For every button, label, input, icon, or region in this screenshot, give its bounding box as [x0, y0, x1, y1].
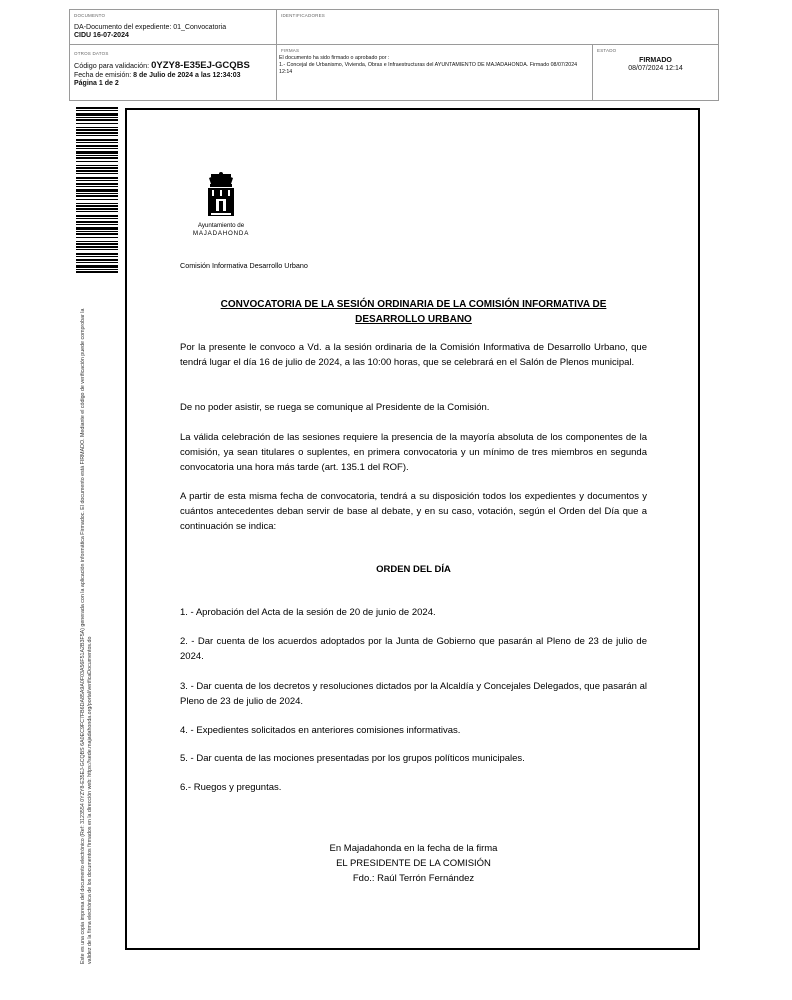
logo-line1: Ayuntamiento de — [197, 222, 245, 229]
order-heading: ORDEN DEL DÍA — [376, 564, 451, 575]
paragraph-quorum: La válida celebración de las sesiones requiere la presencia de la mayoría absoluta de los componentes de la comisión, ya sean titulares o suplentes, en primera convocatoria y un mínimo de tres miembros en segunda convocatoria una hora más tarde (art. 135.1 del ROF). — [180, 432, 647, 473]
signature-place: En Majadahonda en la fecha de la firma — [329, 843, 498, 854]
document-frame — [125, 108, 700, 950]
estado-value: FIRMADO — [639, 57, 672, 64]
barcode-stripe — [76, 273, 118, 275]
pagina: Página 1 de 2 — [74, 80, 119, 87]
signature-role: EL PRESIDENTE DE LA COMISIÓN — [336, 858, 491, 869]
fecha-value: 8 de Julio de 2024 a las 12:34:03 — [133, 72, 241, 79]
paragraph-asistencia: De no poder asistir, se ruega se comunique al Presidente de la Comisión. — [180, 402, 490, 413]
estado-label: ESTADO — [597, 48, 617, 53]
order-item-4: 4. - Expedientes solicitados en anteriores comisiones informativas. — [180, 725, 461, 736]
estado-date: 08/07/2024 12:14 — [628, 65, 683, 72]
codigo-validacion — [74, 62, 250, 70]
identificadores-cell — [276, 10, 718, 44]
header-top-row — [69, 9, 719, 45]
order-item-5: 5. - Dar cuenta de las mociones presentadas por los grupos políticos municipales. — [180, 753, 525, 764]
paragraph-convocatoria: Por la presente le convoco a Vd. a la sesión ordinaria de la Comisión Informativa de Desarrollo Urbano, que tendrá lugar el día 16 de julio de 2024, a las 10:00 horas, que se celebrará en el Salón de Plenos municipal. — [180, 342, 647, 368]
firmas-intro: El documento ha sido firmado o aprobado por : — [279, 55, 390, 61]
otros-datos-label: OTROS DATOS — [74, 51, 109, 56]
order-item-2: 2. - Dar cuenta de los acuerdos adoptados por la Junta de Gobierno que pasarán al Pleno de 23 de julio de 2024. — [180, 636, 647, 662]
verification-side-text: Este es una copia impresa del documento electrónico (Ref: 3123554 0YZY8-E35EJ-GCQBS 6A0EC9FC7FB6DA85A9A0F03A56F51A2B3F5A) generada con la aplicación informática Firmadoc. El documento está FIRMADO. Mediante el código de verificación puede comprobar la validez de la firma electrónica de los documentos firmados en la dirección web: https://sede.majadahonda.org/portal/verificaDocumentos.do — [80, 308, 93, 964]
barcode — [76, 107, 118, 277]
documento-label: DOCUMENTO — [74, 13, 106, 18]
signature-block — [180, 841, 647, 886]
crown-tower-icon — [189, 172, 253, 242]
order-item-3: 3. - Dar cuenta de los decretos y resoluciones dictados por la Alcaldía y Concejales Delegados, que pasarán al Pleno de 23 de julio de 2024. — [180, 681, 647, 707]
estado-cell — [592, 45, 718, 100]
otros-datos-cell — [70, 45, 276, 100]
identificadores-label: IDENTIFICADORES — [281, 13, 326, 18]
codigo-prefix: Código para validación: — [74, 61, 152, 70]
fecha-prefix: Fecha de emisión: — [74, 72, 134, 79]
logo-line2: MAJADAHONDA — [192, 230, 250, 237]
firmas-label: FIRMAS — [281, 48, 300, 53]
commission-label: Comisión Informativa Desarrollo Urbano — [180, 261, 308, 270]
paragraph-expedientes: A partir de esta misma fecha de convocatoria, tendrá a su disposición todos los expedientes y documentos y cuántos antecedentes deban servir de base al debate, y en su caso, votación, según el Orden del Día que a continuación se indica: — [180, 491, 647, 532]
order-item-6: 6.- Ruegos y preguntas. — [180, 782, 282, 793]
title-line-2: DESARROLLO URBANO — [355, 313, 472, 325]
firmas-line: 1.- Concejal de Urbanismo, Vivienda, Obras e Infraestructuras del AYUNTAMIENTO DE MAJADAHONDA. Firmado 08/07/2024 12:14 — [279, 62, 578, 75]
firmas-cell — [276, 45, 592, 100]
header-bottom-row — [69, 45, 719, 101]
fecha-emision — [74, 72, 241, 80]
signature-name: Fdo.: Raúl Terrón Fernández — [352, 873, 475, 884]
codigo-value[interactable]: 0YZY8-E35EJ-GCQBS — [151, 60, 250, 71]
document-title — [180, 298, 647, 327]
documento-cell — [70, 10, 276, 44]
majadahonda-logo — [189, 172, 253, 242]
title-line-1: CONVOCATORIA DE LA SESIÓN ORDINARIA DE LA COMISIÓN INFORMATIVA DE — [220, 299, 607, 310]
order-item-1: 1. - Aprobación del Acta de la sesión de 20 de junio de 2024. — [180, 607, 436, 618]
documento-cidu: CIDU 16-07-2024 — [74, 32, 129, 39]
documento-title: DA-Documento del expediente: 01_Convocatoria — [74, 24, 227, 31]
